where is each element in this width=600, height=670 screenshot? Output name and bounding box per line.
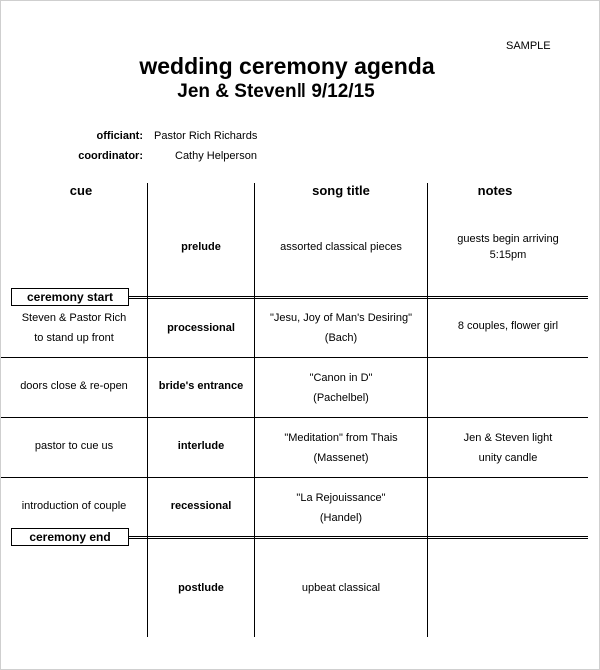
song-cell: "Canon in D" (Pachelbel) bbox=[309, 372, 373, 404]
coordinator-value: Cathy Helperson bbox=[175, 150, 257, 162]
row-divider bbox=[1, 417, 588, 418]
cue-cell: Steven & Pastor Rich to stand up front bbox=[21, 312, 127, 344]
ceremony-start-marker: ceremony start bbox=[11, 288, 129, 306]
event-cell: processional bbox=[167, 322, 235, 334]
coordinator-label: coordinator: bbox=[78, 150, 143, 162]
cue-cell: introduction of couple bbox=[21, 500, 127, 512]
event-cell: bride's entrance bbox=[158, 380, 244, 392]
event-cell: interlude bbox=[177, 440, 225, 452]
song-cell: "Jesu, Joy of Man's Desiring" (Bach) bbox=[270, 312, 412, 344]
song-cell: "La Rejouissance" (Handel) bbox=[296, 492, 386, 524]
cue-cell bbox=[1, 217, 147, 277]
event-cell: prelude bbox=[181, 241, 221, 253]
ceremony-end-rule bbox=[126, 536, 588, 539]
page-subtitle: Jen & Steven‖ 9/12/15 bbox=[177, 81, 375, 102]
song-cell: "Meditation" from Thais (Massenet) bbox=[284, 432, 398, 464]
song-cell: assorted classical pieces bbox=[280, 241, 402, 253]
notes-cell: guests begin arriving 5:15pm bbox=[457, 233, 559, 261]
cue-cell bbox=[1, 546, 147, 630]
officiant-value: Pastor Rich Richards bbox=[154, 130, 258, 142]
song-cell: upbeat classical bbox=[301, 582, 381, 594]
row-divider bbox=[1, 357, 588, 358]
notes-cell bbox=[428, 546, 588, 630]
header-cue: cue bbox=[69, 183, 93, 198]
notes-cell bbox=[428, 486, 588, 530]
notes-cell: Jen & Steven light unity candle bbox=[463, 432, 553, 464]
officiant-label: officiant: bbox=[96, 130, 143, 142]
ceremony-start-rule bbox=[126, 296, 588, 299]
notes-cell: 8 couples, flower girl bbox=[457, 320, 559, 332]
header-notes: notes bbox=[477, 183, 513, 198]
cue-cell: doors close & re-open bbox=[20, 380, 128, 392]
page-title: wedding ceremony agenda bbox=[139, 53, 435, 79]
row-divider bbox=[1, 477, 588, 478]
ceremony-end-marker: ceremony end bbox=[11, 528, 129, 546]
cue-cell: pastor to cue us bbox=[34, 440, 114, 452]
header-song-title: song title bbox=[312, 183, 370, 198]
notes-cell bbox=[428, 366, 588, 410]
sample-label: SAMPLE bbox=[506, 40, 551, 52]
event-cell: postlude bbox=[178, 582, 224, 594]
event-cell: recessional bbox=[170, 500, 232, 512]
